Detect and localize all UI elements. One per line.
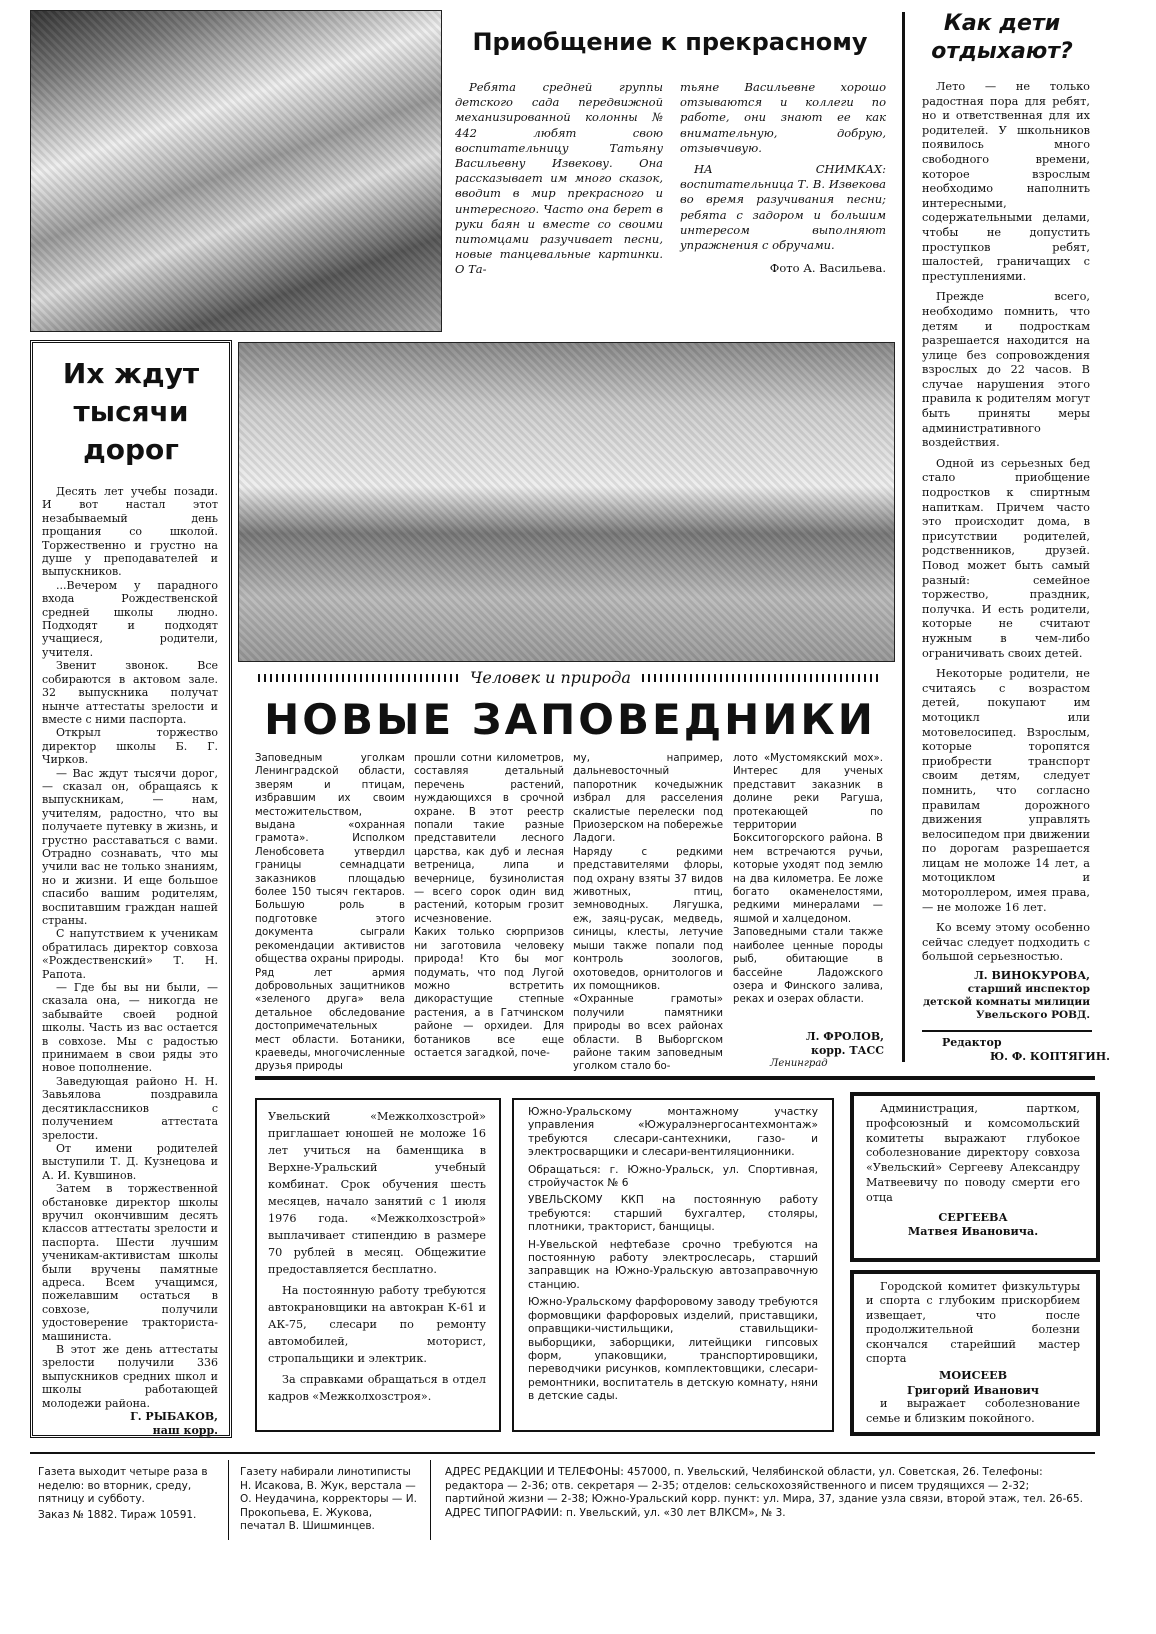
nature-place: Ленинград [770,1058,828,1069]
nature-col2: прошли сотни километров, составляя детальный перечень растений, нуждающихся в срочной охране. В этот реестр попали такие разные представители лесного царства, как дуб и лесная ветреница, липа и вечернице, бузинолистая — всего сорок один вид растений, которым грозит исчезновение. Каких только сюрпризов ни заготовила человеку природа! Кто бы мог подумать, что под Лугой можно встретить дикорастущие степные растения, а в Гатчинском районе — орхидеи. Для ботаников все еще остается загадкой, поче- [414,753,564,1059]
footer-order: Заказ № 1882. Тираж 10591. [38,1508,197,1521]
left-article-body: Десять лет учебы позади. И вот настал этот незабываемый день прощания со школой. Торжественно и грустно на душе у преподавателей и выпускников. ...Вечером у парадного входа Рождественской средней школы людно. Подходят и подходят учащиеся, родители, учителя. Звенит звонок. Все собираются в актовом зале. 32 выпускника получат нынче аттестаты зрелости и вместе с ними паспорта. Открыл торжество директор школы Б. Г. Чирков. — Вас ждут тысячи дорог, — сказал он, обращаясь к выпускникам, — нам, учителям, радостно, что вы получаете путевку в жизнь, и грустно расставаться с вами. Отрадно сознавать, что мы учили вас не только знаниям, но и жизни. И еще большое спасибо вашим родителям, воспитавшим граждан нашей страны. С напутствием к ученикам обратилась директор совхоза «Рождественский» Т. Н. Рапота. — Где бы вы ни были, — сказала она, — никогда не забывайте своей родной школы. Часть из вас остается в совхозе. Мы с радостью принимаем в свои ряды это новое пополнение. Заведующая районо Н. Н. Завьялова поздравила десятиклассников с получением аттестата зрелости. От имени родителей выступили Т. Д. Кузнецова и А. И. Кувшинов. Затем в торжественной обстановке директор школы вручил окончившим десять классов аттестаты зрелости и паспорта. Шести лучшим ученикам-активистам школы были вручены памятные адреса. Всем учащимся, пожелавшим остаться в совхозе, получили удостоверение тракториста-машиниста. В этот же день аттестаты зрелости получили 336 выпускников средних школ и школы работающей молодежи района. Г. РЫБАКОВ, наш корр. [42,485,218,1438]
nature-col1: Заповедным уголкам Ленинградской области, зверям и птицам, избравшим их своим местожительством, выдана «охранная грамота». Исполком Ленобсовета утвердил границы семнадцати заказников площадью более 150 тысяч гектаров. Большую роль в подготовке этого документа сыграли рекомендации активистов общества охраны природы. Ряд лет армия добровольных защитников «зеленого друга» вела детальное обследование достопримечательных мест области. Ботаники, краеведы, многочисленные друзья природы [255,753,405,1073]
footer-typesetters: Газету набирали линотиписты Н. Исакова, В. Жук, верстала — О. Неудачина, корректоры — И. Прокопьева, Е. Жукова, печатал В. Шишминцев. [240,1466,417,1532]
obituary-moiseev-name2: Григорий Иванович [907,1382,1039,1397]
column-rule-right [902,12,905,1062]
editor-name: Ю. Ф. КОПТЯГИН. [990,1050,1110,1063]
top-article-title: Приобщение к прекрасному [472,28,868,56]
left-article-signature: Г. РЫБАКОВ, [130,1410,218,1424]
left-title-line2: тысячи [73,395,189,428]
obituary-sergeev: Администрация, партком, профсоюзный и комсомольский комитеты выражают глубокое соболезнование директору совхоза «Увельский» Сергееву Александру Матвеевичу по поводу смерти его отца СЕРГЕЕВА Матвея Ивановича. [866,1102,1080,1239]
right-article-body: Лето — не только радостная пора для ребят, но и ответственная для их родителей. У школьников появилось много свободного времени, которое взрослым необходимо наполнить интересными, содержательными делами, чтобы не допустить проступков ребят, шалостей, граничащих с преступлениями. Прежде всего, необходимо помнить, что детям и подросткам разрешается находится на улице без сопровождения взрослых до 22 часов. В случае нарушения этого правила к родителям могут быть приняты меры административного воздействия. Одной из серьезных бед стало приобщение подростков к спиртным напиткам. Причем часто это происходит дома, в присутствии родителей, родственников, друзей. Повод может быть самый разный: семейное торжество, праздник, получка. И есть родители, которые не считают нужным в чем-либо ограничивать своих детей. Некоторые родители, не считаясь с возрастом детей, покупают им мотоцикл или мотовелосипед. Взрослым, которые торопятся приобрести транспорт своим детям, следует помнить, что согласно правилам дорожного движения управлять велосипедом при движении по дорогам разрешается лицам не моложе 14 лет, а мотоциклом и мотороллером, имея права, — не моложе 16 лет. Ко всему этому особенно сейчас следует подходить с большой серьезностью. Л. ВИНОКУРОВА, старший инспектор детской комнаты милиции Увельского РОВД. [922,80,1090,1022]
top-article-col2: тьяне Васильевне хорошо отзываются и коллеги по работе, они знают ее как внимательную, добрую, отзывчивую. НА СНИМКАХ: воспитательница Т. В. Извекова во время разучивания песни; ребята с задором и большим интересом выполняют упражнения с обручами. Фото А. Васильева. [680,80,886,276]
footer-address [445,1466,1090,1520]
obituary-sergeev-name: СЕРГЕЕВА [938,1209,1008,1224]
right-article-signature-role: старший инспектор детской комнаты милиции Увельского РОВД. [923,983,1090,1022]
left-article-title [36,355,226,469]
nature-signature: Л. ФРОЛОВ, [805,1030,884,1043]
footer-rule [30,1452,1095,1454]
editor-label: Редактор [942,1036,1002,1049]
ad-mezhkolkhozstroy: Увельский «Межколхозстрой» приглашает юношей не моложе 16 лет учиться на баменщика в Верхне-Уральский учебный комбинат. Срок обучения шесть месяцев, начало занятий с 1 июля 1976 года. «Межколхозстрой» выплачивает стипендию в размере 70 рублей в месяц. Общежитие предоставляется бесплатно. На постоянную работу требуются автокрановщики на автокран К-61 и АК-75, слесари по ремонту автомобилей, моторист, стропальщики и электрик. За справками обращаться в отдел кадров «Межколхозстроя». [268,1110,486,1403]
footer-print-address: АДРЕС ТИПОГРАФИИ: п. Увельский, ул. «30 лет ВЛКСМ», № 3. [445,1506,786,1519]
nature-col3: му, например, дальневосточный папоротник кочедыжник избрал для расселения скалистые перелески под Приозерском на побережье Ладоги. Наряду с редкими представителями флоры, под охрану взяты 37 видов животных, птиц, земноводных. Лягушка, еж, заяц-русак, медведь, синицы, клесты, летучие мыши также попали под контроль зоологов, охотоведов, орнитологов и их помощников. «Охранные грамоты» получили памятники природы во всех районах области. В Выборгском районе таким заповедным уголком стало бо- [573,753,723,1073]
left-title-line1: Их ждут [62,357,200,390]
footer-divider-2 [430,1460,431,1540]
footer-divider-1 [228,1460,229,1540]
section-rule [255,1076,1095,1080]
editor-rule [922,1030,1092,1032]
footer-address-text: АДРЕС РЕДАКЦИИ И ТЕЛЕФОНЫ: 457000, п. Увельский, Челябинской области, ул. Советская, 26. Телефоны: редактора — 2-36; отв. секретаря — 2-35; отделов: сельскохозяйственного и писем трудящихся — 2-32; партийной жизни — 2-38; Южно-Уральский корр. пункт: ул. Мира, 37, здание узла связи, второй этаж, тел. 26-65. [445,1466,1083,1505]
right-article-title: Как дети отдыхают? [931,11,1073,64]
photo-hoops-exercise [238,342,895,662]
right-article-signature: Л. ВИНОКУРОВА, [974,969,1090,983]
left-title-line3: дорог [83,433,179,466]
nature-signature-role: корр. ТАСС [811,1044,884,1057]
footer-schedule-text: Газета выходит четыре раза в неделю: во вторник, среду, пятницу и субботу. [38,1466,208,1505]
ad-jobs: Южно-Уральскому монтажному участку управления «Южуралэнергосантехмонтаж» требуются слесари-сантехники, газо- и электросварщики и слесари-вентиляционники. Обращаться: г. Южно-Уральск, ул. Спортивная, стройучасток № 6 УВЕЛЬСКОМУ ККП на постоянную работу требуются: старший бухгалтер, столяры, плотники, тракторист, банщицы. Н-Увельской нефтебазе срочно требуются на постоянную работу электрослесарь, старший заправщик на Южно-Уральскую автозаправочную станцию. Южно-Уральскому фарфоровому заводу требуются формовщики фарфоровых изделий, приставщики, оправщики-чистильщики, ставильщики-выборщики, заборщики, литейщики гипсовых форм, упаковщики, транспортировщики, переводчики рисунков, комплектовщики, слесари-ремонтники, воспитатель в детскую комнату, няни в детские сады. [528,1106,818,1403]
top-article-col1: Ребята средней группы детского сада передвижной механизированной колонны № 442 любят свою воспитательницу Татьяну Васильевну Извекову. Она рассказывает им много сказок, вводит в мир прекрасного и интересного. Часто она берет в руки баян и вместе со своими питомцами разучивает песни, новые танцевальные картинки. О Та- [455,80,663,277]
left-article-signature-role: наш корр. [152,1424,218,1438]
nature-rubric: Человек и природа [460,668,641,687]
obituary-moiseev-name: МОИСЕЕВ [938,1368,1008,1383]
photo-accordion [30,10,442,332]
footer-schedule [38,1466,218,1522]
obituary-moiseev: Городской комитет физкультуры и спорта с глубоким прискорбием извещает, что после продолжительной болезни скончался старейший мастер спорта МОИСЕЕВ Григорий Иванович и выражает соболезнование семье и близким покойного. [866,1280,1080,1425]
photo-credit: Фото А. Васильева. [769,261,886,276]
nature-col4: лото «Мустомякский мох». Интерес для ученых представит заказник в долине реки Рагуша, протекающей по территории Бокситогорского района. В нем встречаются ручьи, которые уходят под землю на два километра. Ее ложе богато окаменелостями, редкими минералами — яшмой и халцедоном. Заповедными стали также наиболее ценные породы рыб, обитающие в бассейне Ладожского озера и Финского залива, реках и озерах области. [733,753,883,1006]
obituary-sergeev-name2: Матвея Ивановича. [907,1224,1039,1239]
nature-title: НОВЫЕ ЗАПОВЕДНИКИ [264,695,876,744]
